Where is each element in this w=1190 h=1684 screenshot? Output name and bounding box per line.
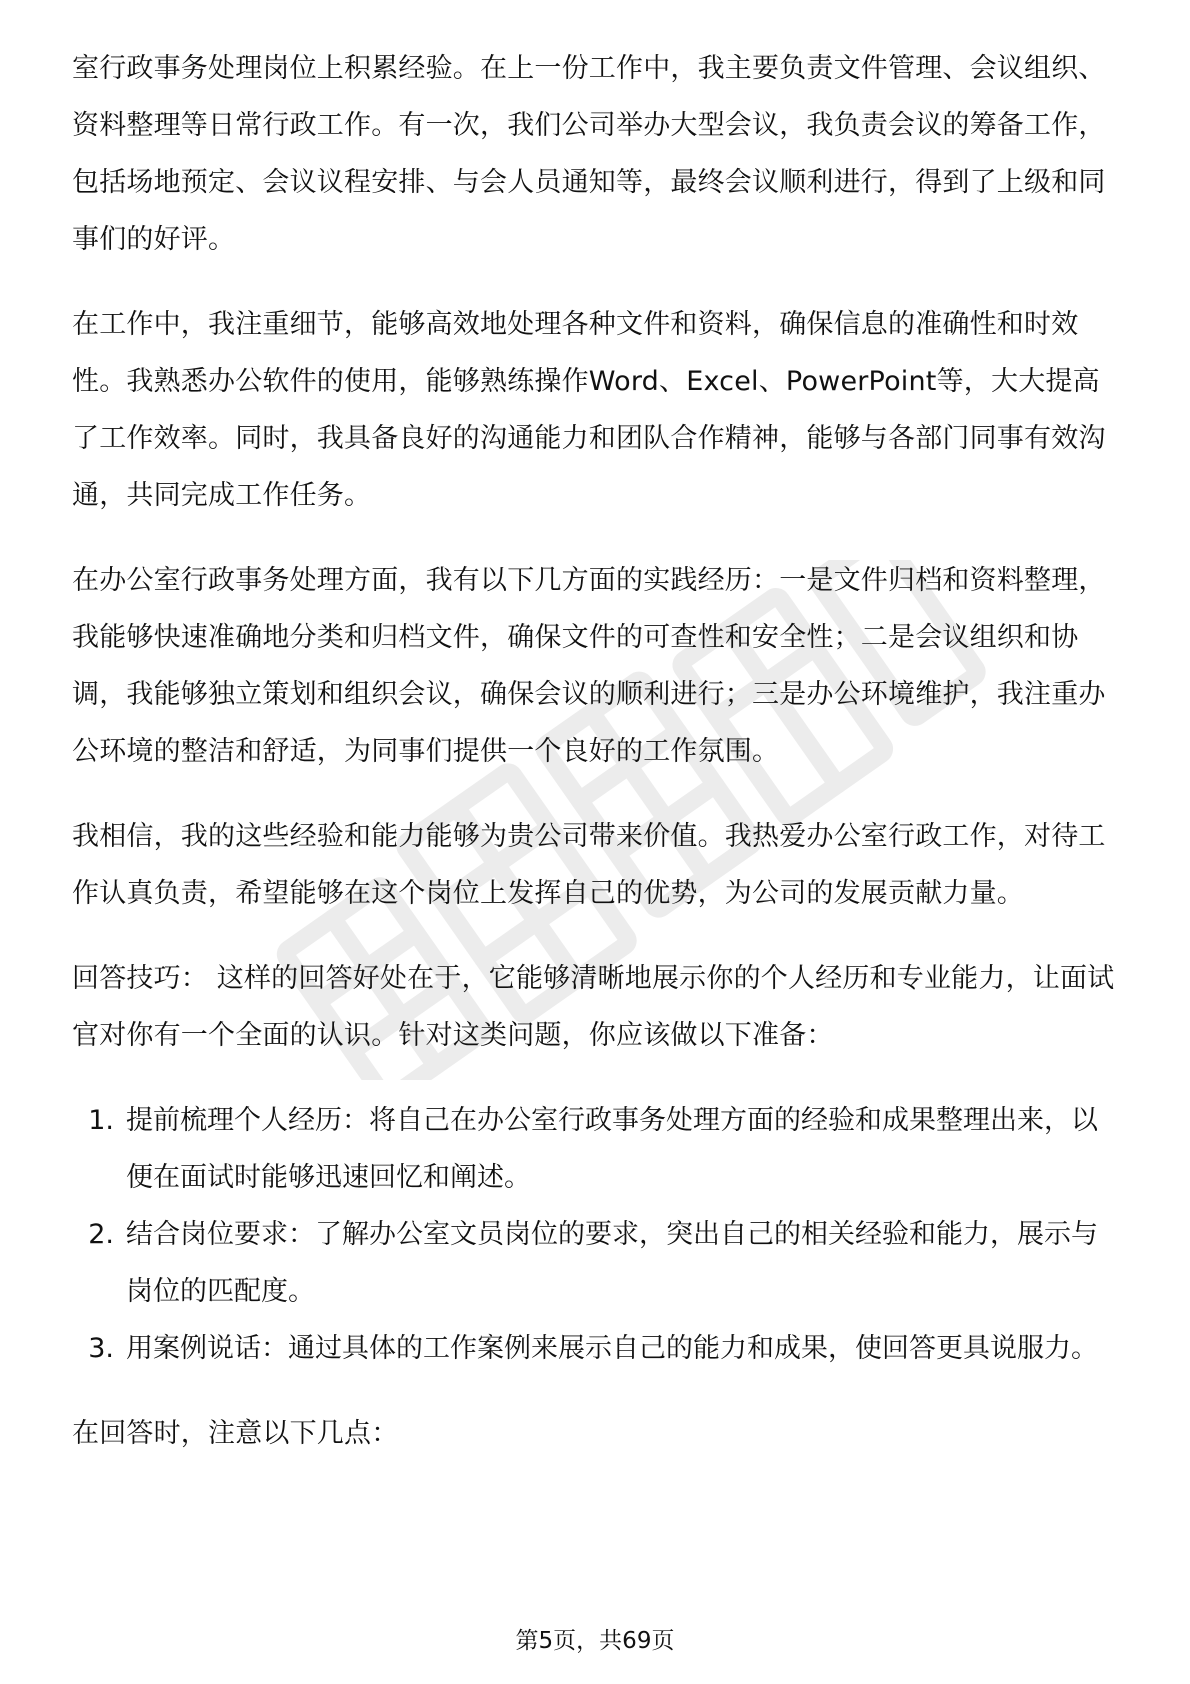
list-item [72,1206,1122,1320]
preparation-list [72,1092,1122,1377]
page-indicator: 第5页，共69页 [515,1628,675,1654]
paragraph-value: 我相信，我的这些经验和能力能够为贵公司带来价值。我热爱办公室行政工作，对待工作认真负责，希望能够在这个岗位上发挥自己的优势，为公司的发展贡献力量。 [72,821,1106,909]
list-text: 用案例说话：通过具体的工作案例来展示自己的能力和成果，使回答更具说服力。 [126,1333,1098,1364]
list-number: 3. [88,1333,114,1364]
paragraph-closing: 在回答时，注意以下几点： [72,1418,399,1449]
list-text: 结合岗位要求：了解办公室文员岗位的要求，突出自己的相关经验和能力，展示与岗位的匹配度。 [126,1219,1098,1307]
paragraph-skills: 在工作中，我注重细节，能够高效地处理各种文件和资料，确保信息的准确性和时效性。我熟悉办公软件的使用，能够熟练操作Word、Excel、PowerPoint等，大大提高了工作效率。同时，我具备良好的沟通能力和团队合作精神，能够与各部门同事有效沟通，共同完成工作任务。 [72,309,1106,511]
paragraph-answer-tips: 回答技巧： 这样的回答好处在于，它能够清晰地展示你的个人经历和专业能力，让面试官对你有一个全面的认识。针对这类问题，你应该做以下准备： [72,963,1115,1051]
list-item [72,1320,1122,1377]
list-item [72,1092,1122,1206]
paragraph-practice: 在办公室行政事务处理方面，我有以下几方面的实践经历：一是文件归档和资料整理，我能够快速准确地分类和归档文件，确保文件的可查性和安全性；二是会议组织和协调，我能够独立策划和组织会议，确保会议的顺利进行；三是办公环境维护，我注重办公环境的整洁和舒适，为同事们提供一个良好的工作氛围。 [72,565,1106,767]
document-body [72,40,1122,1476]
list-text: 提前梳理个人经历：将自己在办公室行政事务处理方面的经验和成果整理出来，以便在面试时能够迅速回忆和阐述。 [126,1105,1098,1193]
list-number: 2. [88,1219,114,1250]
paragraph-experience: 室行政事务处理岗位上积累经验。在上一份工作中，我主要负责文件管理、会议组织、资料整理等日常行政工作。有一次，我们公司举办大型会议，我负责会议的筹备工作，包括场地预定、会议议程安排、与会人员通知等，最终会议顺利进行，得到了上级和同事们的好评。 [72,53,1106,255]
list-number: 1. [88,1105,114,1136]
